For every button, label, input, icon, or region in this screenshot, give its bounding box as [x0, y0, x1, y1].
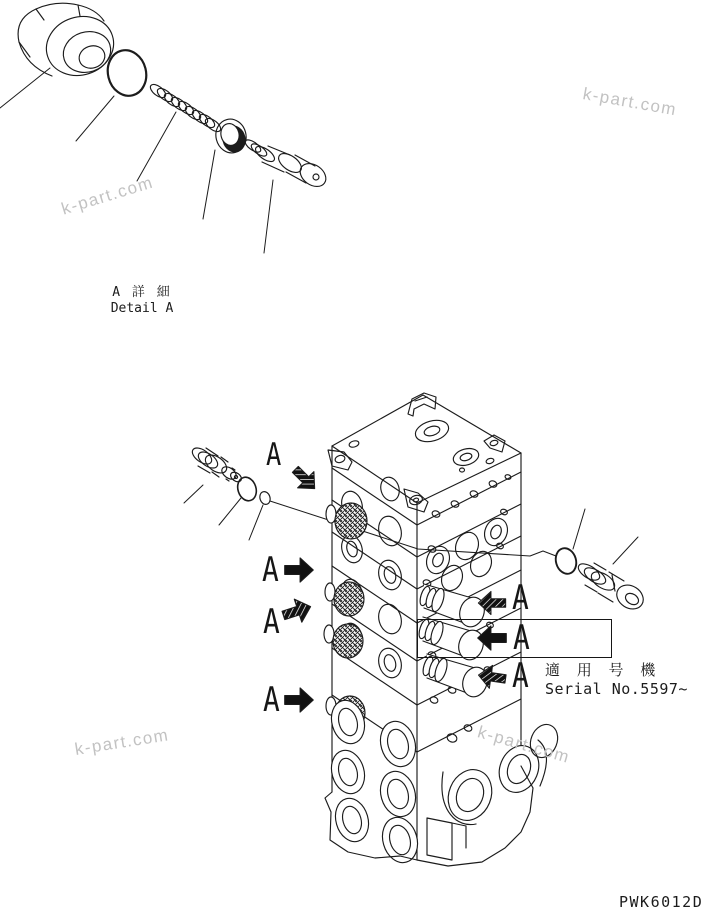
callout-a-left-3: A [263, 680, 280, 720]
callout-a-right-3: A [512, 656, 529, 696]
detail-a-label [104, 285, 180, 317]
detail-a-poppet-valve [243, 138, 330, 192]
arrow-solid-left-3 [285, 688, 314, 712]
serial-callout-box [417, 619, 612, 658]
serial-note-en: Serial No.5597~ [545, 680, 688, 698]
detail-a-cap-plug [18, 3, 121, 84]
callout-a-left-1: A [262, 550, 279, 590]
detail-a-spring [148, 82, 223, 134]
detail-a-label-ja: A 詳 細 [112, 285, 172, 300]
watermark-top-right: k-part.com [581, 84, 679, 120]
callout-a-right-2: A [513, 618, 530, 658]
watermark-upper-left: k-part.com [59, 172, 156, 219]
callout-a-left-2: A [263, 602, 280, 642]
detail-a-leader-lines [0, 68, 273, 253]
serial-note [545, 661, 688, 698]
left-plug-assembly [184, 445, 556, 556]
callout-a-top: A [266, 437, 282, 473]
watermark-bottom-center: k-part.com [475, 722, 573, 767]
watermark-bottom-left: k-part.com [73, 725, 171, 759]
serial-note-ja: 適 用 号 機 [545, 661, 662, 679]
right-plug-assembly [553, 509, 648, 614]
detail-a-seat-ring [212, 116, 249, 156]
arrow-hatched-top [287, 461, 323, 497]
detail-a-label-en: Detail A [110, 301, 174, 316]
arrow-solid-left-1 [285, 558, 314, 582]
callout-a-right-1: A [512, 578, 529, 618]
drawing-code: PWK6012D [619, 893, 704, 911]
arrow-hatched-left-2 [280, 595, 315, 627]
